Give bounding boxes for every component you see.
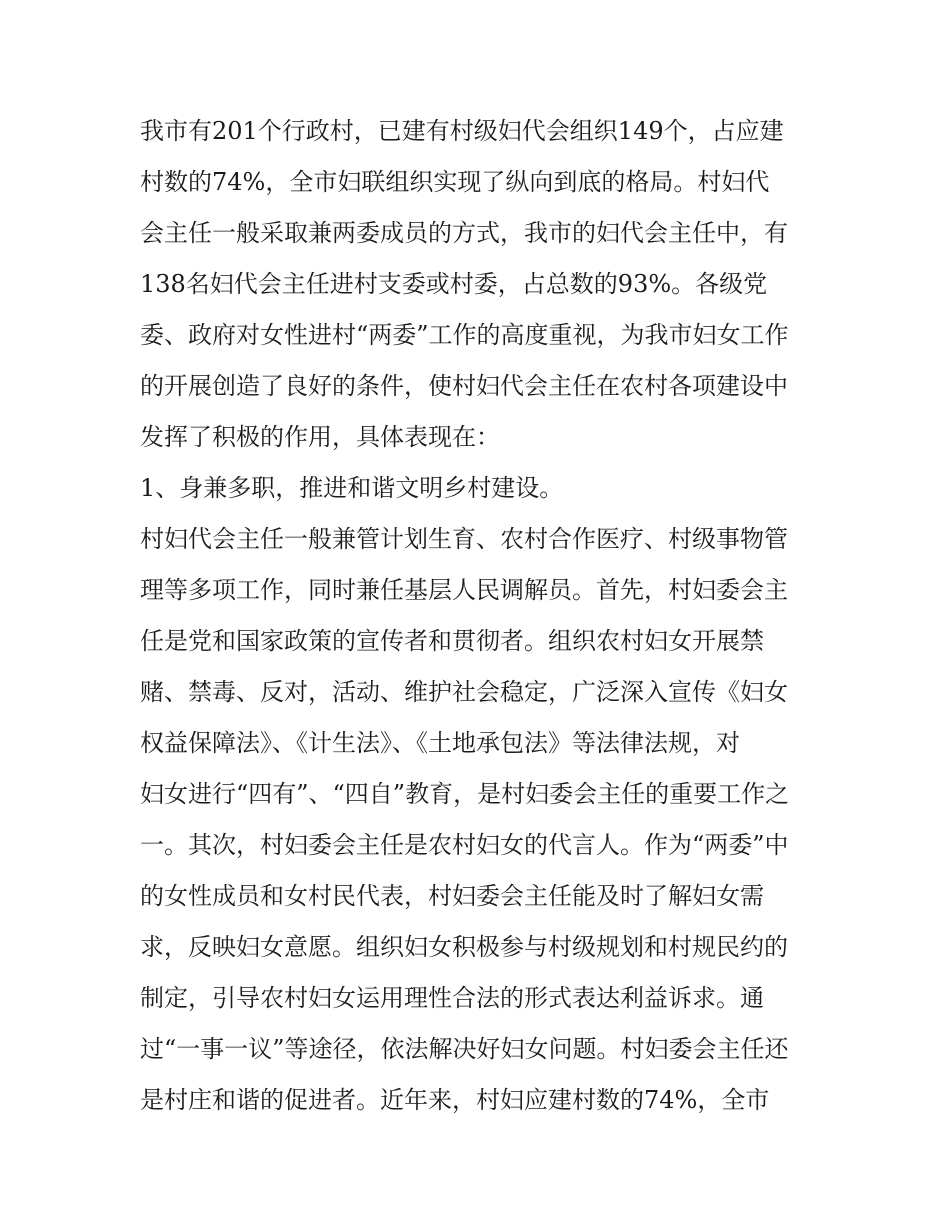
text-line: 妇女进行“四有”、“四自”教育，是村妇委会主任的重要工作之 xyxy=(140,780,790,808)
text-line: 求，反映妇女意愿。组织妇女积极参与村级规划和村规民约的 xyxy=(140,933,788,961)
text-line: 我市有201个行政村，已建有村级妇代会组织149个，占应建 xyxy=(140,117,784,145)
text-line: 发挥了积极的作用，具体表现在： xyxy=(140,423,500,451)
text-line: 是村庄和谐的促进者。近年来，村妇应建村数的74%，全市 xyxy=(140,1086,770,1114)
text-line: 的女性成员和女村民代表，村妇委会主任能及时了解妇女需 xyxy=(140,882,764,910)
text-line: 委、政府对女性进村“两委”工作的高度重视，为我市妇女工作 xyxy=(140,321,789,349)
text-line: 会主任一般采取兼两委成员的方式，我市的妇代会主任中，有 xyxy=(140,219,788,247)
text-line: 村妇代会主任一般兼管计划生育、农村合作医疗、村级事物管 xyxy=(140,525,788,553)
text-line: 的开展创造了良好的条件，使村妇代会主任在农村各项建设中 xyxy=(140,372,788,400)
text-line: 过“一事一议”等途径，依法解决好妇女问题。村妇委会主任还 xyxy=(140,1035,789,1063)
text-line: 任是党和国家政策的宣传者和贯彻者。组织农村妇女开展禁 xyxy=(140,627,764,655)
text-line: 赌、禁毒、反对，活动、维护社会稳定，广泛深入宣传《妇女 xyxy=(140,678,788,706)
body-text xyxy=(140,106,820,1126)
text-line: 一。其次，村妇委会主任是农村妇女的代言人。作为“两委”中 xyxy=(140,831,789,859)
text-line: 理等多项工作，同时兼任基层人民调解员。首先，村妇委会主 xyxy=(140,576,788,604)
text-line: 138名妇代会主任进村支委或村委，占总数的93%。各级党 xyxy=(140,270,768,298)
text-line: 村数的74%，全市妇联组织实现了纵向到底的格局。村妇代 xyxy=(140,168,770,196)
text-line: 权益保障法》、《计生法》、《土地承包法》等法律法规，对 xyxy=(140,729,740,757)
section-heading: 1、身兼多职，推进和谐文明乡村建设。 xyxy=(140,474,564,502)
text-line: 制定，引导农村妇女运用理性合法的形式表达利益诉求。通 xyxy=(140,984,764,1012)
